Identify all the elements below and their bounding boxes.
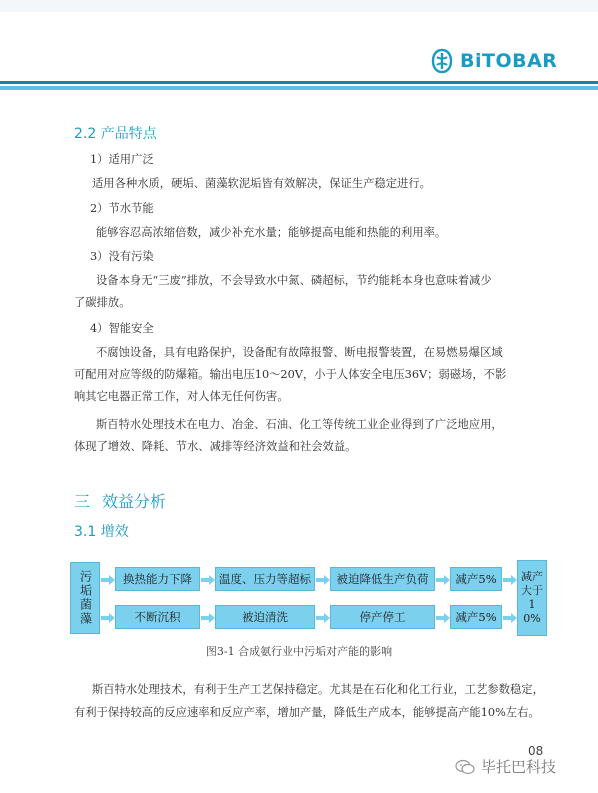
section-3-1-text-line-2: 有利于保持较高的反应速率和反应产率，增加产量，降低生产成本，能够提高产能10%左右。: [74, 706, 540, 719]
diagram-left-box: [70, 562, 100, 634]
impact-diagram: [70, 552, 550, 638]
diagram-row2-box-4: 减产5%: [450, 605, 502, 629]
diagram-right-label: 减产大于10%: [521, 570, 543, 625]
brand-logo: [430, 48, 557, 74]
watermark-text: 毕托巴科技: [481, 758, 557, 776]
arrow-right-icon: [503, 574, 517, 586]
section-3-heading: [74, 489, 178, 512]
section-2-2-heading: 2.2 产品特点: [74, 126, 157, 142]
item-2-title: 2）节水节能: [90, 202, 154, 215]
diagram-row2-box-2: 被迫清洗: [215, 605, 315, 629]
arrow-right-icon: [436, 612, 450, 624]
item-1-title: 1）适用广泛: [90, 153, 154, 166]
diagram-right-box: [517, 560, 547, 636]
arrow-right-icon: [101, 612, 115, 624]
summary-line-2: 体现了增效、降耗、节水、减排等经济效益和社会效益。: [74, 440, 357, 453]
item-1-text: 适用各种水质，硬垢、菌藻软泥垢皆有效解决，保证生产稳定进行。: [92, 177, 431, 190]
diagram-left-label: 污垢菌藻: [78, 570, 93, 626]
header-rule-light: [0, 86, 598, 90]
diagram-row1-box-1: 换热能力下降: [115, 567, 200, 591]
item-3-text-line-1: 设备本身无“三废”排放，不会导致水中氮、磷超标，节约能耗本身也意味着减少: [96, 274, 492, 287]
diagram-row2-box-1: 不断沉积: [115, 605, 200, 629]
arrow-right-icon: [101, 574, 115, 586]
section-3-1-text-line-1: 斯百特水处理技术，有利于生产工艺保持稳定。尤其是在石化和化工行业，工艺参数稳定，: [92, 683, 544, 696]
diagram-row1-box-2: 温度、压力等超标: [215, 567, 315, 591]
item-4-title: 4）智能安全: [90, 322, 154, 335]
item-2-text: 能够容忍高浓缩倍数，减少补充水量；能够提高电能和热能的利用率。: [96, 226, 447, 239]
item-3-title: 3）没有污染: [90, 250, 154, 263]
bitobar-logo-icon: [430, 48, 454, 74]
arrow-right-icon: [201, 612, 215, 624]
item-4-text-line-3: 响其它电器正常工作，对人体无任何伤害。: [74, 390, 289, 403]
diagram-row1-box-3: 被迫降低生产负荷: [330, 567, 435, 591]
section-3-number: 三: [74, 492, 91, 511]
page-number: 08: [528, 744, 544, 758]
arrow-right-icon: [316, 612, 330, 624]
diagram-caption: 图3-1 合成氨行业中污垢对产能的影响: [205, 645, 393, 658]
diagram-row2-box-3: 停产停工: [330, 605, 435, 629]
section-3-title: 效益分析: [102, 492, 167, 511]
header-band: [0, 0, 598, 12]
arrow-right-icon: [436, 574, 450, 586]
watermark: [455, 756, 556, 777]
arrow-right-icon: [503, 612, 517, 624]
section-3-1-heading: 3.1 增效: [74, 524, 129, 540]
diagram-row1-box-4: 减产5%: [450, 567, 502, 591]
brand-name: BiTOBAR: [460, 50, 558, 72]
wechat-icon: [455, 759, 475, 775]
item-4-text-line-1: 不腐蚀设备，具有电路保护，设备配有故障报警、断电报警装置，在易燃易爆区域: [96, 346, 503, 359]
item-4-text-line-2: 可配用对应等级的防爆箱。输出电压10～20V，小于人体安全电压36V；弱磁场，不影: [74, 368, 507, 381]
item-3-text-line-2: 了碳排放。: [74, 296, 131, 309]
arrow-right-icon: [201, 574, 215, 586]
summary-line-1: 斯百特水处理技术在电力、冶金、石油、化工等传统工业企业得到了广泛地应用，: [96, 418, 503, 431]
arrow-right-icon: [316, 574, 330, 586]
header-rule-dark: [0, 81, 598, 84]
